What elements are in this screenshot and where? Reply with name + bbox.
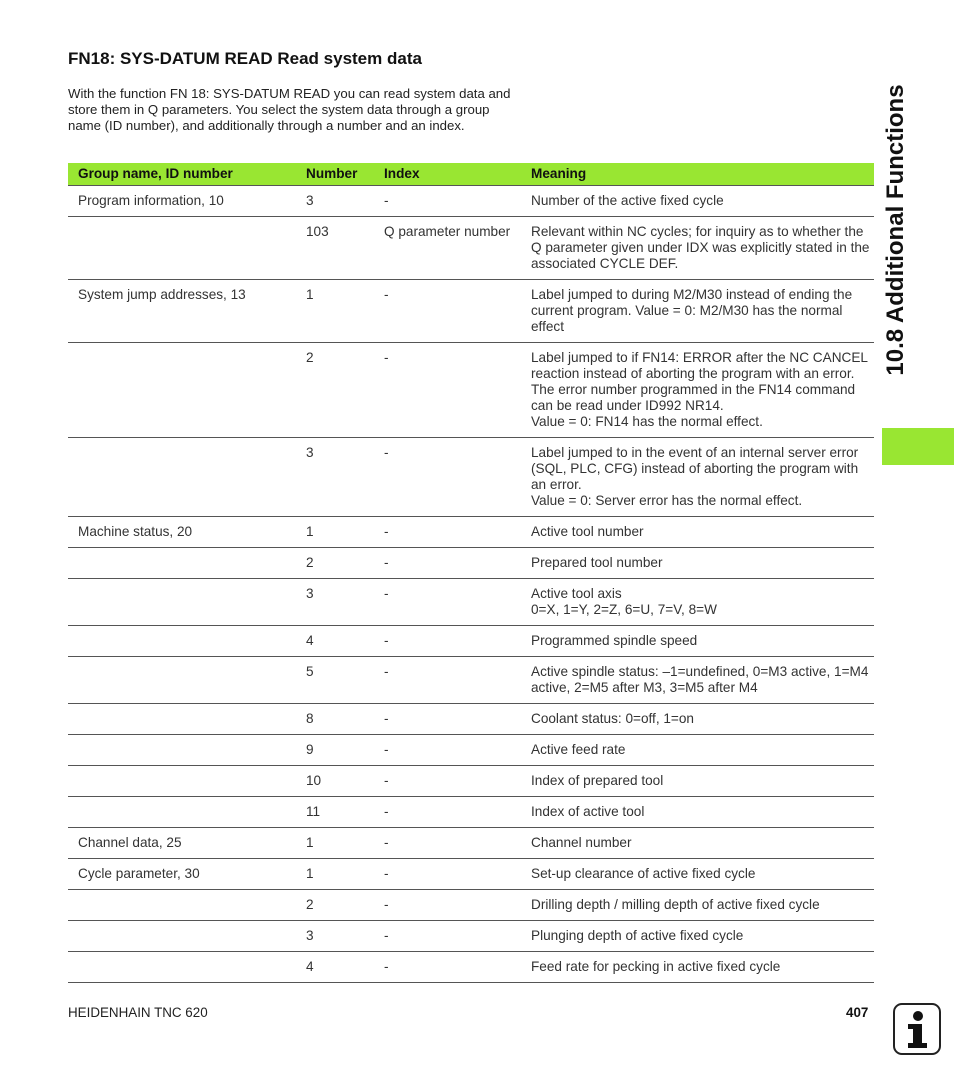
table-row [68,952,874,983]
cell-meaning: Active spindle status: –1=undefined, 0=M3 active, 1=M4 active, 2=M5 after M3, 3=M5 after M4 [521,657,874,704]
footer-product-name: HEIDENHAIN TNC 620 [68,1005,208,1020]
table-row [68,735,874,766]
cell-index: - [374,343,521,438]
cell-meaning: Label jumped to during M2/M30 instead of ending the current program. Value = 0: M2/M30 has the normal effect [521,280,874,343]
table-row [68,626,874,657]
cell-group-name [68,343,296,438]
cell-group-name: System jump addresses, 13 [68,280,296,343]
cell-number: 3 [296,438,374,517]
cell-index: - [374,828,521,859]
table-row [68,704,874,735]
table-header [68,163,874,186]
cell-number: 8 [296,704,374,735]
chapter-side-title: 10.8 Additional Functions [882,84,909,376]
cell-group-name [68,704,296,735]
cell-group-name [68,217,296,280]
cell-meaning: Plunging depth of active fixed cycle [521,921,874,952]
cell-meaning: Prepared tool number [521,548,874,579]
table-body [68,186,874,983]
cell-number: 4 [296,952,374,983]
cell-group-name: Machine status, 20 [68,517,296,548]
cell-index: - [374,859,521,890]
cell-group-name [68,657,296,704]
cell-index: - [374,579,521,626]
cell-index: - [374,438,521,517]
cell-meaning: Label jumped to if FN14: ERROR after the NC CANCEL reaction instead of aborting the program with an error. The error number programmed in the FN14 command can be read under ID992 NR14. Value = 0: FN14 has the normal effect. [521,343,874,438]
cell-index: - [374,626,521,657]
header-group-name: Group name, ID number [68,163,296,186]
cell-number: 2 [296,890,374,921]
cell-index: - [374,735,521,766]
section-heading: FN18: SYS-DATUM READ Read system data [68,49,422,68]
intro-paragraph: With the function FN 18: SYS-DATUM READ you can read system data and store them in Q parameters. You select the system data through a group name (ID number), and additionally through a number and an index. [68,86,511,133]
cell-index: - [374,766,521,797]
cell-number: 1 [296,517,374,548]
table-row [68,797,874,828]
cell-group-name [68,548,296,579]
cell-meaning: Label jumped to in the event of an internal server error (SQL, PLC, CFG) instead of aborting the program with an error. Value = 0: Server error has the normal effect. [521,438,874,517]
cell-number: 4 [296,626,374,657]
cell-index: - [374,548,521,579]
table-row [68,579,874,626]
cell-index: - [374,704,521,735]
table-row [68,921,874,952]
cell-index: - [374,186,521,217]
table-row [68,280,874,343]
cell-meaning: Number of the active fixed cycle [521,186,874,217]
table-row [68,828,874,859]
header-index: Index [374,163,521,186]
cell-index: - [374,517,521,548]
cell-meaning: Coolant status: 0=off, 1=on [521,704,874,735]
table-row [68,657,874,704]
cell-meaning: Index of active tool [521,797,874,828]
cell-number: 3 [296,579,374,626]
cell-meaning: Programmed spindle speed [521,626,874,657]
cell-number: 2 [296,548,374,579]
table-row [68,217,874,280]
cell-number: 11 [296,797,374,828]
table-row [68,859,874,890]
cell-meaning: Drilling depth / milling depth of active fixed cycle [521,890,874,921]
table-row [68,766,874,797]
cell-group-name [68,952,296,983]
cell-number: 5 [296,657,374,704]
cell-meaning: Set-up clearance of active fixed cycle [521,859,874,890]
cell-meaning: Active tool number [521,517,874,548]
cell-group-name [68,797,296,828]
cell-index: - [374,952,521,983]
header-meaning: Meaning [521,163,874,186]
cell-group-name [68,921,296,952]
cell-group-name: Channel data, 25 [68,828,296,859]
table-row [68,343,874,438]
cell-meaning: Feed rate for pecking in active fixed cycle [521,952,874,983]
table-row [68,517,874,548]
cell-number: 9 [296,735,374,766]
cell-meaning: Active tool axis 0=X, 1=Y, 2=Z, 6=U, 7=V, 8=W [521,579,874,626]
cell-group-name [68,438,296,517]
table-row [68,438,874,517]
info-icon [893,1003,941,1055]
cell-group-name [68,890,296,921]
cell-index: - [374,280,521,343]
cell-meaning: Index of prepared tool [521,766,874,797]
cell-group-name: Program information, 10 [68,186,296,217]
cell-index: - [374,657,521,704]
cell-meaning: Relevant within NC cycles; for inquiry as to whether the Q parameter given under IDX was explicitly stated in the associated CYCLE DEF. [521,217,874,280]
cell-index: Q parameter number [374,217,521,280]
cell-number: 2 [296,343,374,438]
cell-meaning: Active feed rate [521,735,874,766]
cell-meaning: Channel number [521,828,874,859]
cell-number: 1 [296,280,374,343]
chapter-thumb-tab [882,428,954,465]
cell-number: 3 [296,186,374,217]
cell-group-name [68,766,296,797]
cell-number: 103 [296,217,374,280]
cell-group-name [68,579,296,626]
cell-number: 1 [296,828,374,859]
cell-number: 3 [296,921,374,952]
table-row [68,890,874,921]
table-row [68,186,874,217]
cell-group-name: Cycle parameter, 30 [68,859,296,890]
table-row [68,548,874,579]
system-data-table [68,163,874,983]
cell-index: - [374,797,521,828]
cell-group-name [68,735,296,766]
page-number: 407 [846,1005,869,1020]
cell-index: - [374,921,521,952]
cell-number: 1 [296,859,374,890]
cell-group-name [68,626,296,657]
cell-index: - [374,890,521,921]
header-number: Number [296,163,374,186]
cell-number: 10 [296,766,374,797]
